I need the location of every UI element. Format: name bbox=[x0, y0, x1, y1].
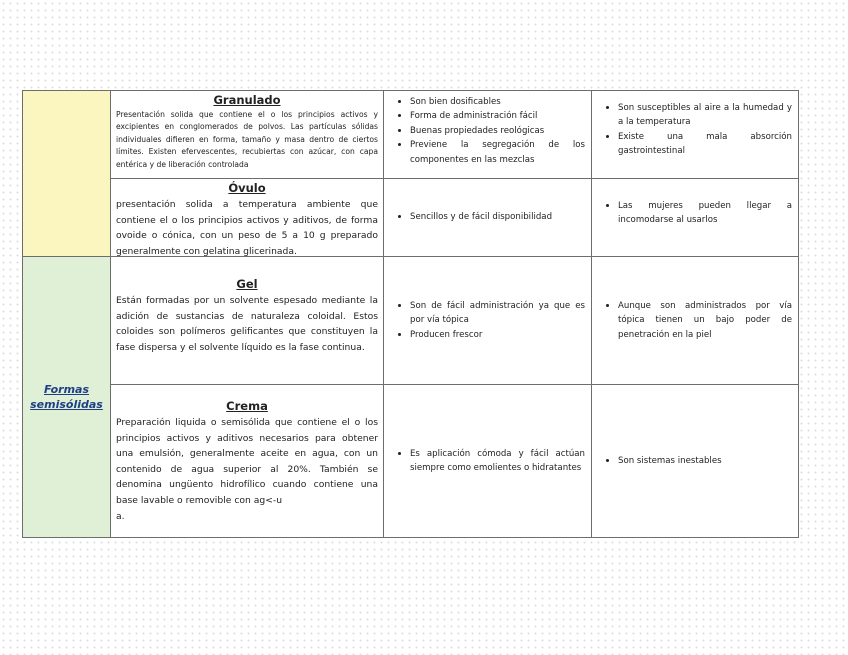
disadvantages-cell-granulado bbox=[592, 91, 798, 179]
list-item: • Son susceptibles al aire a la humedad y a la temperatura bbox=[618, 101, 792, 130]
advantages-cell-granulado bbox=[384, 91, 592, 179]
list-item: • Previene la segregación de los componentes en las mezclas bbox=[410, 138, 585, 167]
list-item: • Aunque son administrados por vía tópica tienen un bajo poder de penetración en la piel bbox=[618, 299, 792, 342]
disadvantages-cell-gel bbox=[592, 257, 798, 385]
row-title: Crema bbox=[226, 399, 268, 413]
advantages-list bbox=[384, 210, 591, 224]
description-cell-gel bbox=[111, 257, 384, 385]
list-item: • Son de fácil administración ya que es por vía tópica bbox=[410, 299, 585, 328]
disadvantages-cell-ovulo bbox=[592, 179, 798, 257]
list-item: • Buenas propiedades reológicas bbox=[410, 124, 585, 138]
row-description-end: a. bbox=[116, 510, 125, 522]
row-title: Gel bbox=[236, 277, 258, 291]
row-description: Preparación liquida o semisólida que contiene el o los principios activos y aditivos necesarios para obtener una emulsión, generalmente aceite en agua, con un contenido de agua superior al 20%. También se denomina ungüento hidrofílico cuando contiene una base lavable o removible con ag<-u bbox=[116, 417, 378, 506]
advantages-list bbox=[384, 447, 591, 476]
group-label-cell-solid bbox=[23, 91, 111, 257]
row-title: Óvulo bbox=[228, 181, 266, 195]
group-label: Formas semisólidas bbox=[30, 383, 103, 411]
disadvantages-list bbox=[592, 299, 798, 342]
list-item: • Es aplicación cómoda y fácil actúan siempre como emolientes o hidratantes bbox=[410, 447, 585, 476]
disadvantages-cell-crema bbox=[592, 385, 798, 537]
advantages-list bbox=[384, 299, 591, 342]
advantages-cell-ovulo bbox=[384, 179, 592, 257]
pharmaceutical-forms-table bbox=[22, 90, 799, 538]
list-item: • Sencillos y de fácil disponibilidad bbox=[410, 210, 585, 224]
row-description: presentación solida a temperatura ambiente que contiene el o los principios activos y aditivos, de forma ovoide o cónica, con un peso de 5 a 10 g preparado generalmente con gelatina glicerinada. bbox=[116, 199, 378, 257]
list-item: • Son sistemas inestables bbox=[618, 454, 792, 468]
advantages-list bbox=[384, 95, 591, 167]
description-cell-crema bbox=[111, 385, 384, 537]
list-item: • Producen frescor bbox=[410, 328, 585, 342]
disadvantages-list bbox=[592, 199, 798, 228]
description-cell-granulado bbox=[111, 91, 384, 179]
disadvantages-list bbox=[592, 454, 798, 468]
list-item: • Son bien dosificables bbox=[410, 95, 585, 109]
list-item: • Forma de administración fácil bbox=[410, 109, 585, 123]
advantages-cell-gel bbox=[384, 257, 592, 385]
advantages-cell-crema bbox=[384, 385, 592, 537]
row-title: Granulado bbox=[213, 93, 281, 107]
group-label-cell-semisolid bbox=[23, 257, 111, 537]
list-item: • Existe una mala absorción gastrointestinal bbox=[618, 130, 792, 159]
description-cell-ovulo bbox=[111, 179, 384, 257]
row-description: Están formadas por un solvente espesado mediante la adición de sustancias de naturaleza coloidal. Estos coloides son polímeros gelificantes que constituyen la fase dispersa y el solvente líquido es la fase continua. bbox=[116, 295, 378, 353]
row-description: Presentación solida que contiene el o los principios activos y excipientes en conglomerados de polvos. Las partículas sólidas individuales difieren en forma, tamaño y masa dentro de ciertos límites. Existen efervescentes, recubiertas con azúcar, con capa entérica y de liberación controlada bbox=[116, 110, 378, 169]
disadvantages-list bbox=[592, 101, 798, 159]
list-item: • Las mujeres pueden llegar a incomodarse al usarlos bbox=[618, 199, 792, 228]
